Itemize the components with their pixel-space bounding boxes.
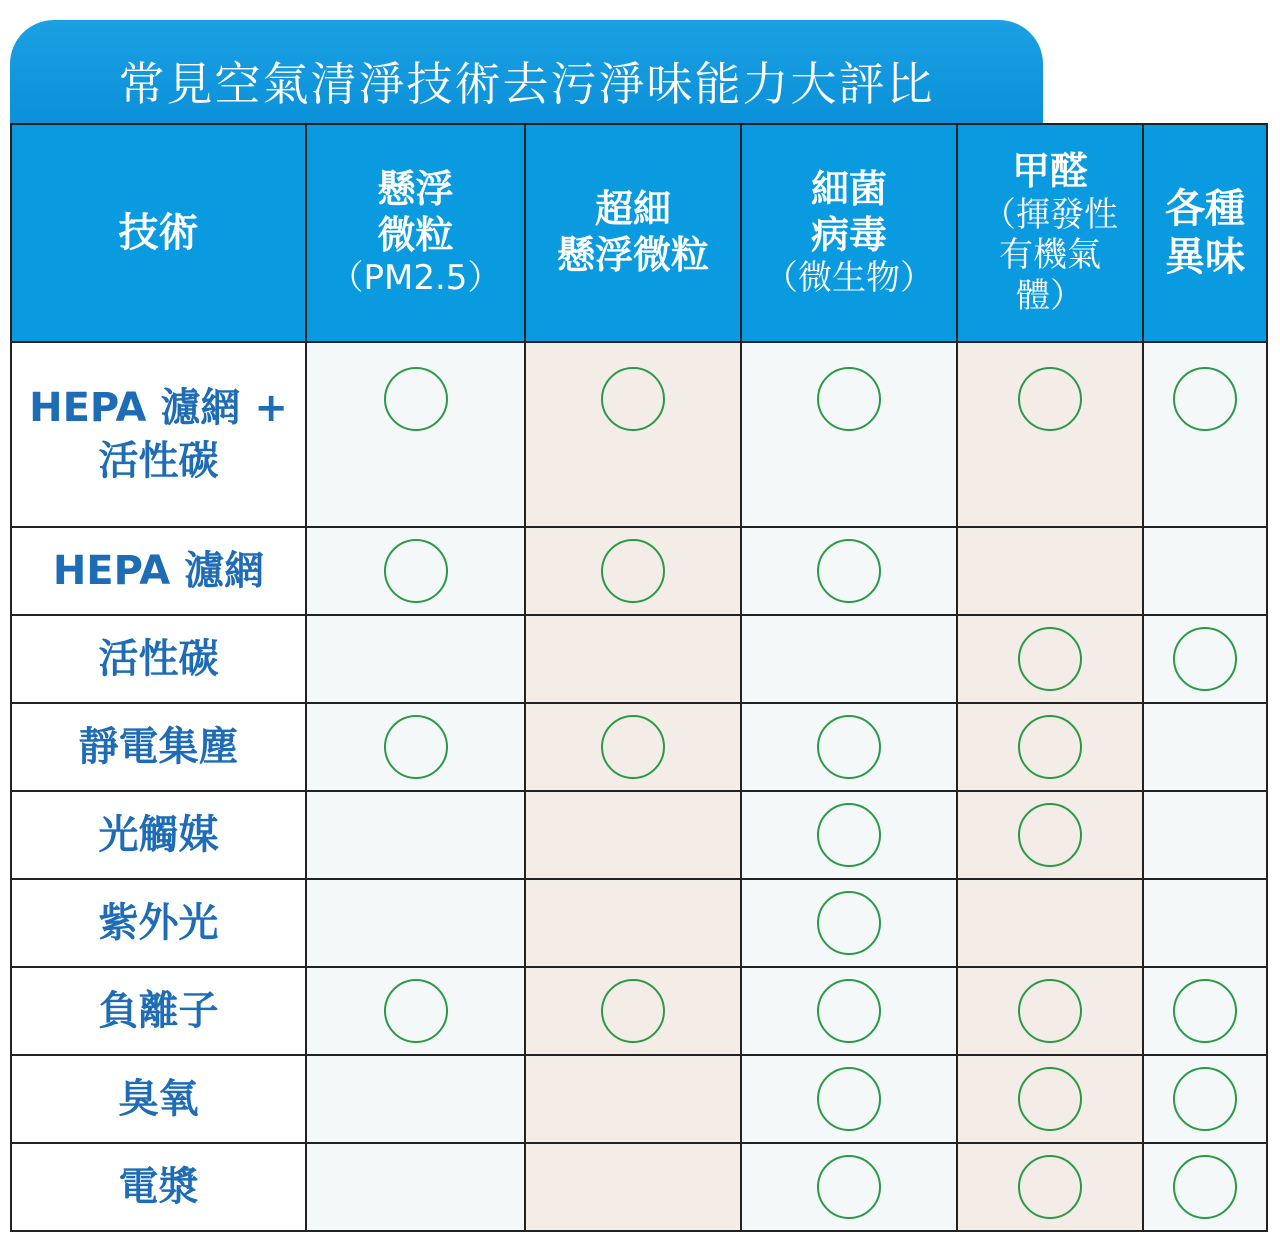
circle-mark-icon — [1018, 367, 1082, 431]
circle-mark-icon — [1173, 1155, 1237, 1219]
circle-mark-icon — [817, 803, 881, 867]
header-bacteria: 細菌 病毒 （微生物） — [741, 124, 957, 342]
circle-mark-icon — [384, 979, 448, 1043]
circle-mark-icon — [817, 539, 881, 603]
table-row — [11, 527, 1267, 615]
table-row — [11, 879, 1267, 967]
table-cell — [306, 967, 525, 1055]
table-cell — [1143, 615, 1267, 703]
table-cell — [957, 879, 1143, 967]
row-label: 光觸媒 — [11, 791, 306, 879]
header-pm25: 懸浮 微粒 （PM2.5） — [306, 124, 525, 342]
table-cell — [525, 703, 741, 791]
circle-mark-icon — [1018, 1155, 1082, 1219]
table-cell — [741, 703, 957, 791]
table-row — [11, 1055, 1267, 1143]
table-cell — [1143, 1055, 1267, 1143]
table-cell — [306, 703, 525, 791]
row-label: 臭氧 — [11, 1055, 306, 1143]
circle-mark-icon — [384, 715, 448, 779]
table-cell — [1143, 791, 1267, 879]
table-cell — [957, 791, 1143, 879]
circle-mark-icon — [1018, 979, 1082, 1043]
table-cell — [957, 703, 1143, 791]
table-cell — [741, 1055, 957, 1143]
circle-mark-icon — [1173, 979, 1237, 1043]
circle-mark-icon — [601, 367, 665, 431]
row-label: HEPA 濾網 — [11, 527, 306, 615]
table-cell — [957, 615, 1143, 703]
header-odor: 各種 異味 — [1143, 124, 1267, 342]
table-cell — [1143, 967, 1267, 1055]
table-cell — [741, 967, 957, 1055]
table-cell — [957, 1143, 1143, 1231]
row-label: HEPA 濾網 + 活性碳 — [11, 342, 306, 527]
table-cell — [1143, 527, 1267, 615]
circle-mark-icon — [601, 979, 665, 1043]
table-cell — [741, 342, 957, 527]
table-cell — [1143, 1143, 1267, 1231]
table-cell — [1143, 879, 1267, 967]
circle-mark-icon — [1018, 715, 1082, 779]
circle-mark-icon — [1173, 1067, 1237, 1131]
table-cell — [957, 1055, 1143, 1143]
table-cell — [741, 615, 957, 703]
table-row — [11, 703, 1267, 791]
table-cell — [306, 1143, 525, 1231]
circle-mark-icon — [1018, 803, 1082, 867]
header-row — [11, 124, 1267, 342]
table-cell — [306, 615, 525, 703]
table-cell — [1143, 342, 1267, 527]
table-cell — [741, 527, 957, 615]
table-cell — [525, 791, 741, 879]
circle-mark-icon — [1018, 627, 1082, 691]
circle-mark-icon — [817, 715, 881, 779]
table-cell — [957, 342, 1143, 527]
comparison-table — [10, 123, 1268, 1232]
table-row — [11, 791, 1267, 879]
table-cell — [525, 967, 741, 1055]
table-cell — [525, 527, 741, 615]
table-cell — [741, 1143, 957, 1231]
table-cell — [957, 527, 1143, 615]
circle-mark-icon — [601, 715, 665, 779]
circle-mark-icon — [384, 539, 448, 603]
header-ultrafine: 超細 懸浮微粒 — [525, 124, 741, 342]
circle-mark-icon — [817, 1155, 881, 1219]
row-label: 紫外光 — [11, 879, 306, 967]
header-formaldehyde: 甲醛 （揮發性 有機氣 體） — [957, 124, 1143, 342]
table-cell — [306, 1055, 525, 1143]
header-technology: 技術 — [11, 124, 306, 342]
table-cell — [957, 967, 1143, 1055]
table-cell — [525, 1055, 741, 1143]
table-cell — [741, 879, 957, 967]
circle-mark-icon — [384, 367, 448, 431]
table-cell — [306, 342, 525, 527]
table-cell — [306, 527, 525, 615]
table-cell — [525, 879, 741, 967]
table-cell — [1143, 703, 1267, 791]
table-cell — [306, 879, 525, 967]
table-cell — [525, 1143, 741, 1231]
table-row — [11, 1143, 1267, 1231]
circle-mark-icon — [1018, 1067, 1082, 1131]
circle-mark-icon — [1173, 627, 1237, 691]
circle-mark-icon — [817, 1067, 881, 1131]
circle-mark-icon — [817, 891, 881, 955]
table-row — [11, 615, 1267, 703]
circle-mark-icon — [817, 979, 881, 1043]
table-cell — [525, 342, 741, 527]
circle-mark-icon — [817, 367, 881, 431]
table-title: 常見空氣清淨技術去污淨味能力大評比 — [10, 20, 1043, 128]
circle-mark-icon — [601, 539, 665, 603]
row-label: 活性碳 — [11, 615, 306, 703]
circle-mark-icon — [1173, 367, 1237, 431]
table-cell — [741, 791, 957, 879]
table-row — [11, 342, 1267, 527]
row-label: 負離子 — [11, 967, 306, 1055]
row-label: 靜電集塵 — [11, 703, 306, 791]
table-cell — [306, 791, 525, 879]
table-cell — [525, 615, 741, 703]
table-row — [11, 967, 1267, 1055]
row-label: 電漿 — [11, 1143, 306, 1231]
